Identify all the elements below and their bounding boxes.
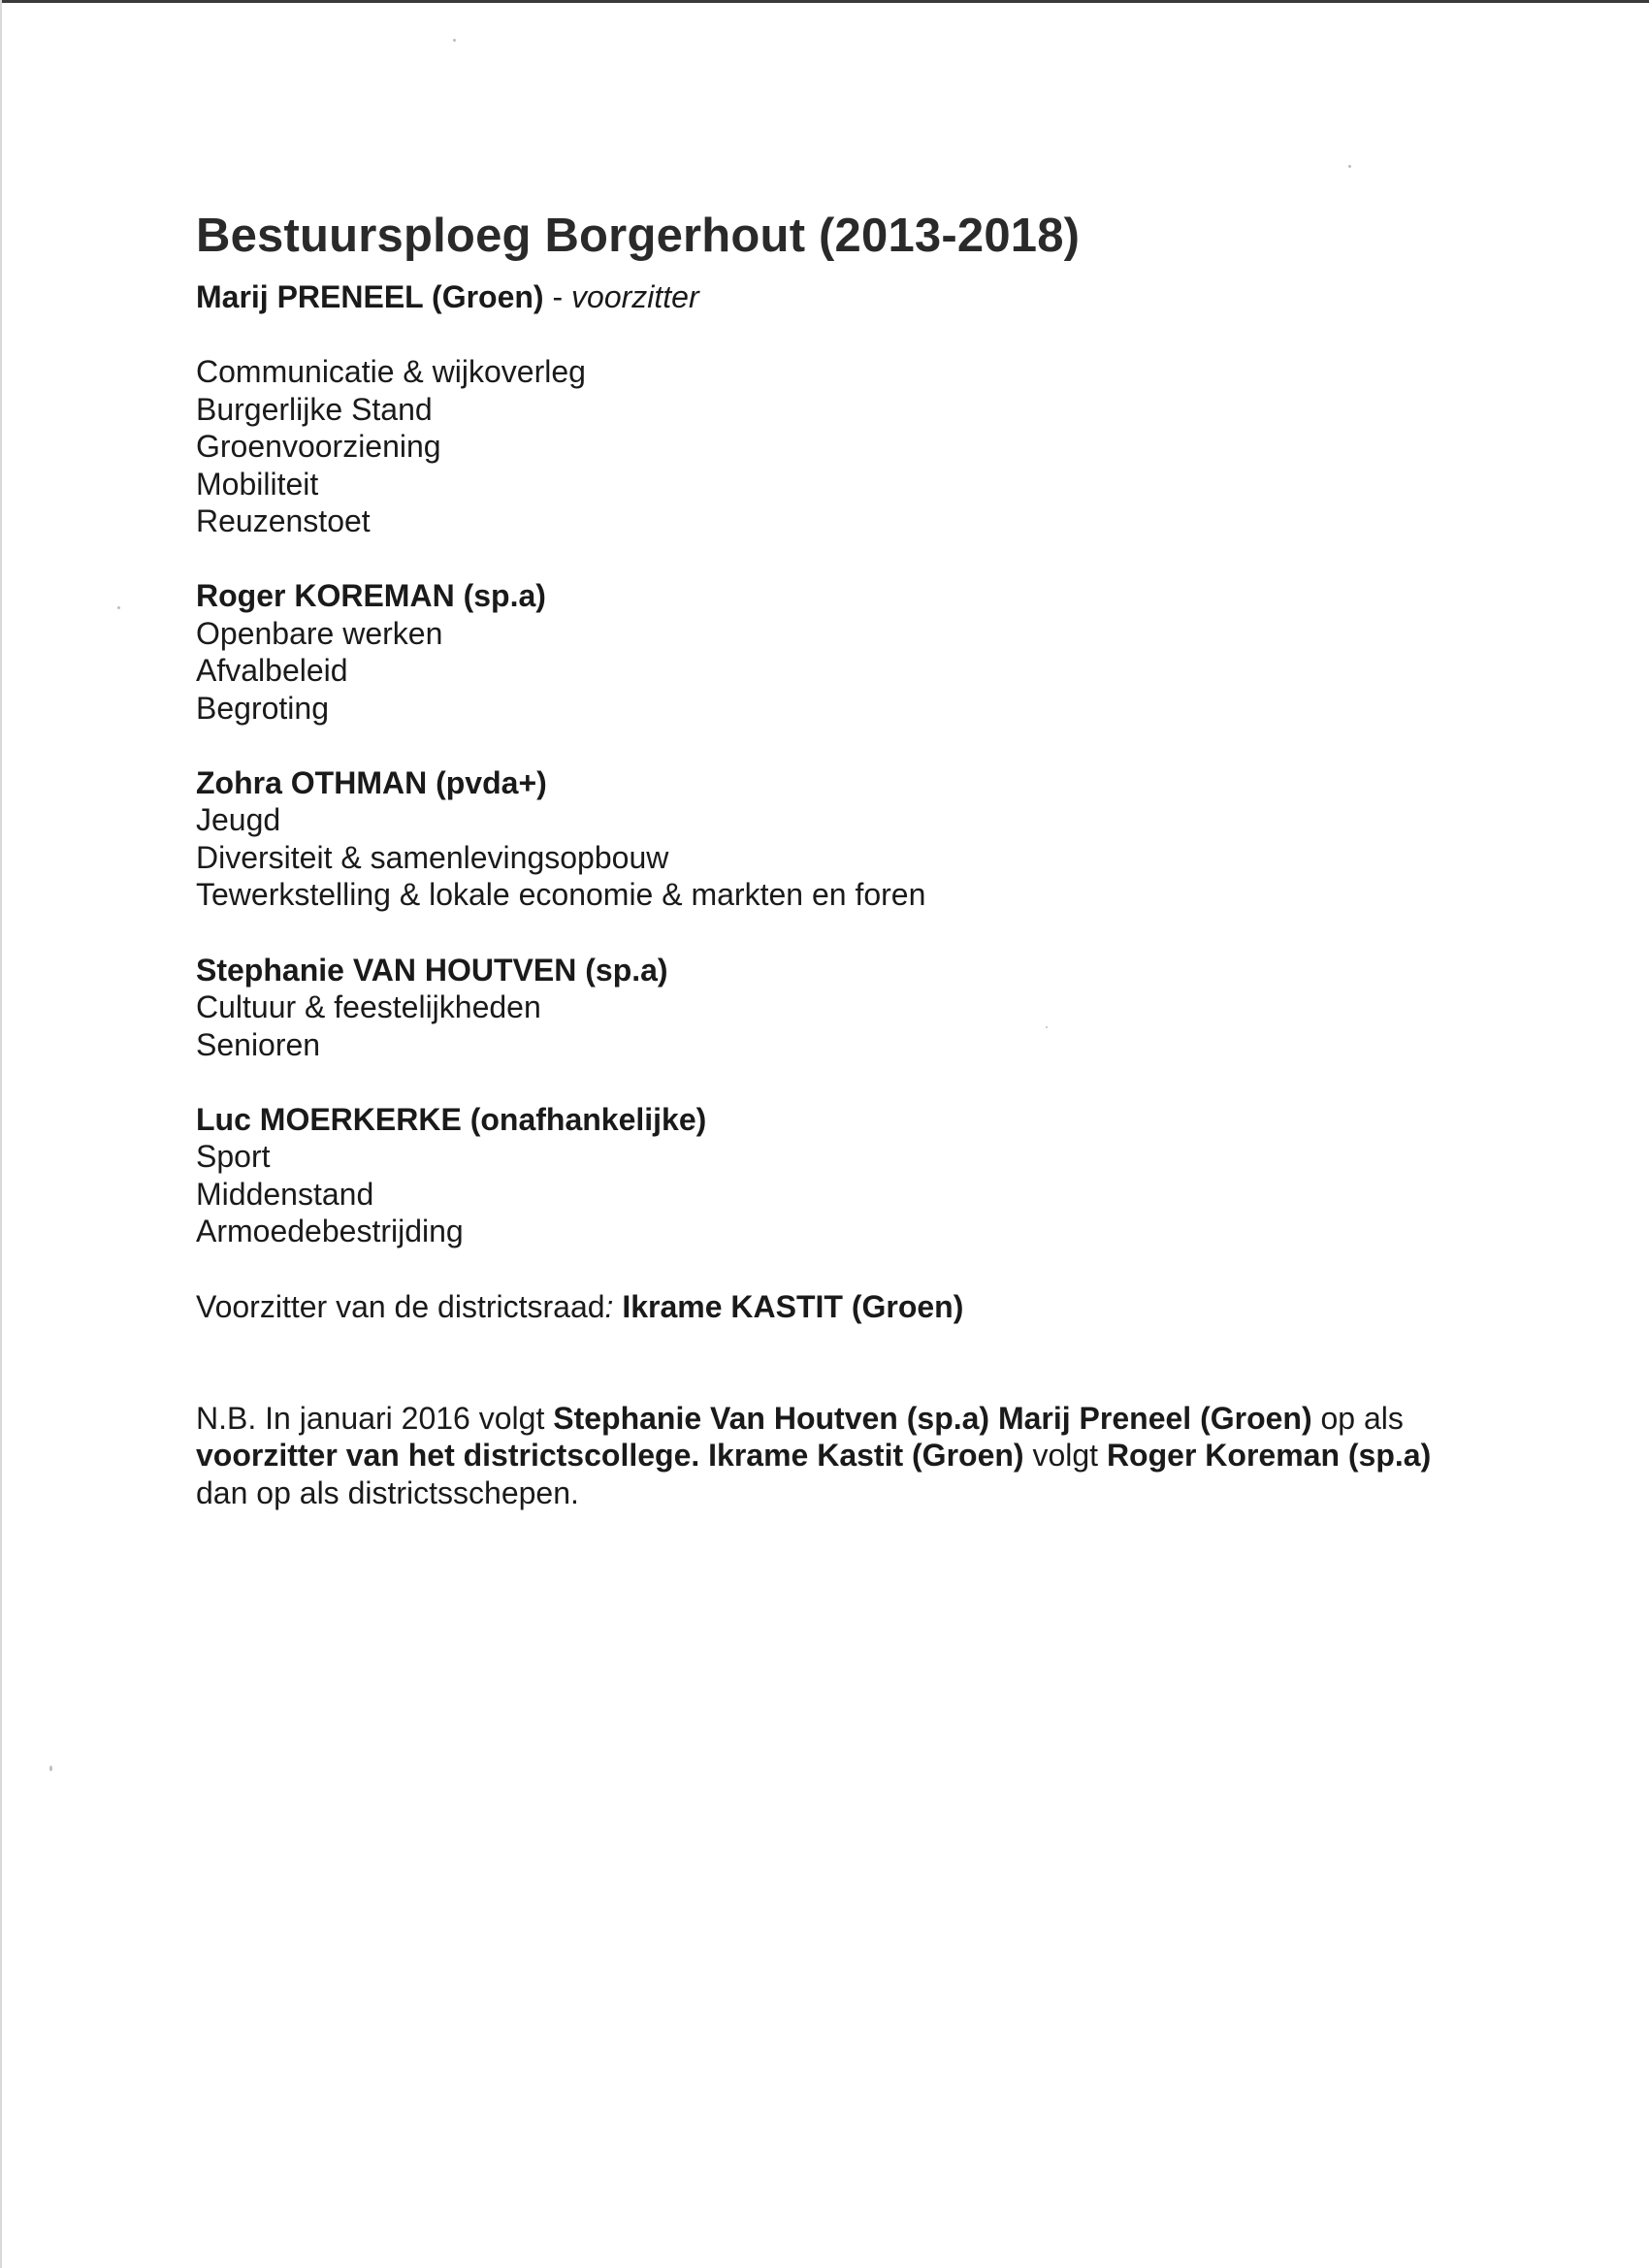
council-chair-line xyxy=(196,1288,1476,1325)
member-portfolio: Afvalbeleid xyxy=(196,653,348,689)
chair-portfolio: Mobiliteit xyxy=(196,466,319,502)
note-paragraph xyxy=(196,1400,1457,1511)
spacer xyxy=(196,1250,1476,1288)
scan-speck xyxy=(117,606,120,609)
member-section xyxy=(196,1101,1476,1250)
spacer xyxy=(196,727,1476,764)
member-portfolio: Tewerkstelling & lokale economie & markten en foren xyxy=(196,877,926,913)
spacer xyxy=(196,315,1476,353)
member-portfolio: Sport xyxy=(196,1139,271,1175)
spacer xyxy=(196,1325,1476,1400)
member-name: Roger KOREMAN (sp.a) xyxy=(196,578,546,614)
chair-portfolio: Burgerlijke Stand xyxy=(196,391,433,427)
member-section xyxy=(196,577,1476,727)
note-text: volgt xyxy=(1023,1438,1107,1474)
chair-role: voorzitter xyxy=(571,279,699,314)
chair-heading xyxy=(196,278,1476,315)
chair-portfolio: Communicatie & wijkoverleg xyxy=(196,354,586,390)
council-chair-name: Ikrame KASTIT (Groen) xyxy=(613,1288,964,1324)
member-name: Zohra OTHMAN (pvda+) xyxy=(196,765,547,801)
spacer xyxy=(196,914,1476,952)
member-portfolio: Begroting xyxy=(196,690,329,726)
member-section xyxy=(196,764,1476,914)
member-portfolio: Armoedebestrijding xyxy=(196,1214,464,1249)
member-portfolio: Senioren xyxy=(196,1026,321,1062)
scan-speck xyxy=(1348,165,1351,168)
chair-portfolio: Reuzenstoet xyxy=(196,503,371,539)
member-portfolio: Diversiteit & samenlevingsopbouw xyxy=(196,839,669,875)
note-emphasis: voorzitter van het districtscollege. Ikrame Kastit (Groen) xyxy=(196,1438,1024,1474)
member-section xyxy=(196,952,1476,1063)
council-chair-label: Voorzitter van de districtsraad xyxy=(196,1288,605,1324)
member-portfolio: Middenstand xyxy=(196,1176,374,1212)
spacer xyxy=(196,539,1476,577)
scan-speck xyxy=(49,1766,52,1771)
note-emphasis: Roger Koreman (sp.a) xyxy=(1106,1438,1432,1474)
chair-section xyxy=(196,278,1476,539)
note-text: op als xyxy=(1311,1400,1404,1436)
member-portfolio: Jeugd xyxy=(196,802,281,838)
chair-separator: - xyxy=(543,279,572,314)
chair-name: Marij PRENEEL (Groen) xyxy=(196,279,544,314)
member-portfolio: Cultuur & feestelijkheden xyxy=(196,989,541,1025)
document-title: Bestuursploeg Borgerhout (2013-2018) xyxy=(196,210,1081,262)
spacer xyxy=(196,1063,1476,1101)
scan-edge-left xyxy=(0,0,2,2268)
council-chair-colon: : xyxy=(604,1288,614,1324)
scan-speck xyxy=(453,39,456,42)
member-portfolio: Openbare werken xyxy=(196,615,443,651)
note-text: N.B. In januari 2016 volgt xyxy=(196,1400,554,1436)
note-text: dan op als districtsschepen. xyxy=(196,1474,579,1510)
document-body xyxy=(196,199,1476,1511)
member-name: Stephanie VAN HOUTVEN (sp.a) xyxy=(196,952,668,988)
chair-portfolio: Groenvoorziening xyxy=(196,429,441,465)
scan-speck xyxy=(1046,1026,1048,1028)
member-name: Luc MOERKERKE (onafhankelijke) xyxy=(196,1101,707,1137)
note-emphasis: Stephanie Van Houtven (sp.a) Marij Preneel (Groen) xyxy=(553,1400,1312,1436)
scan-edge-top xyxy=(0,0,1649,3)
